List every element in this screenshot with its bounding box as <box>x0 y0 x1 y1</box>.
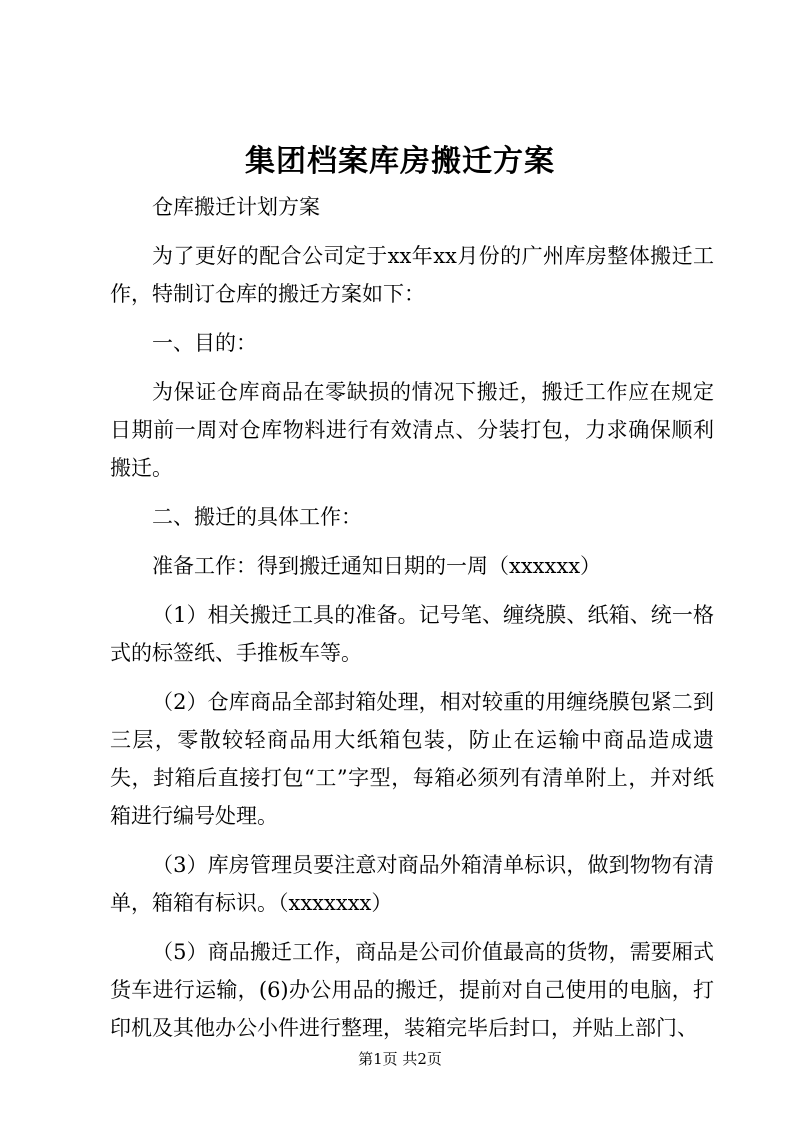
page-number-footer: 第1页 共2页 <box>358 1050 442 1068</box>
paragraph-preparation: 准备工作：得到搬迁通知日期的一周（xxxxxx） <box>152 554 602 578</box>
paragraph-item-5: （5）商品搬迁工作，商品是公司价值最高的货物，需要厢式货车进行运输，(6)办公用品的搬迁，提前对自己使用的电脑，打印机及其他办公小件进行整理，装箱完毕后封口，并贴上部门、 <box>110 940 714 1040</box>
paragraph-item-3: （3）库房管理员要注意对商品外箱清单标识，做到物物有清单，箱箱有标识。（xxxxxxx） <box>110 853 714 915</box>
paragraph-purpose: 为保证仓库商品在零缺损的情况下搬迁，搬迁工作应在规定日期前一周对仓库物料进行有效清点、分装打包，力求确保顺利搬迁。 <box>110 380 714 480</box>
document-title: 集团档案库房搬迁方案 <box>245 144 555 179</box>
paragraph-section-tasks: 二、搬迁的具体工作： <box>152 505 362 529</box>
paragraph-section-purpose: 一、目的： <box>152 331 257 355</box>
paragraph-item-1: （1）相关搬迁工具的准备。记号笔、缠绕膜、纸箱、统一格式的标签纸、手推板车等。 <box>110 603 714 665</box>
paragraph-item-2: （2）仓库商品全部封箱处理，相对较重的用缠绕膜包紧二到三层，零散较轻商品用大纸箱包装，防止在运输中商品造成遗失，封箱后直接打包“工”字型，每箱必须列有清单附上，并对纸箱进行编号处理。 <box>110 690 714 828</box>
document-body <box>110 188 714 1058</box>
paragraph-intro: 为了更好的配合公司定于xx年xx月份的广州库房整体搬迁工作，特制订仓库的搬迁方案如下： <box>110 244 714 306</box>
paragraph-plan-heading: 仓库搬迁计划方案 <box>152 195 320 219</box>
